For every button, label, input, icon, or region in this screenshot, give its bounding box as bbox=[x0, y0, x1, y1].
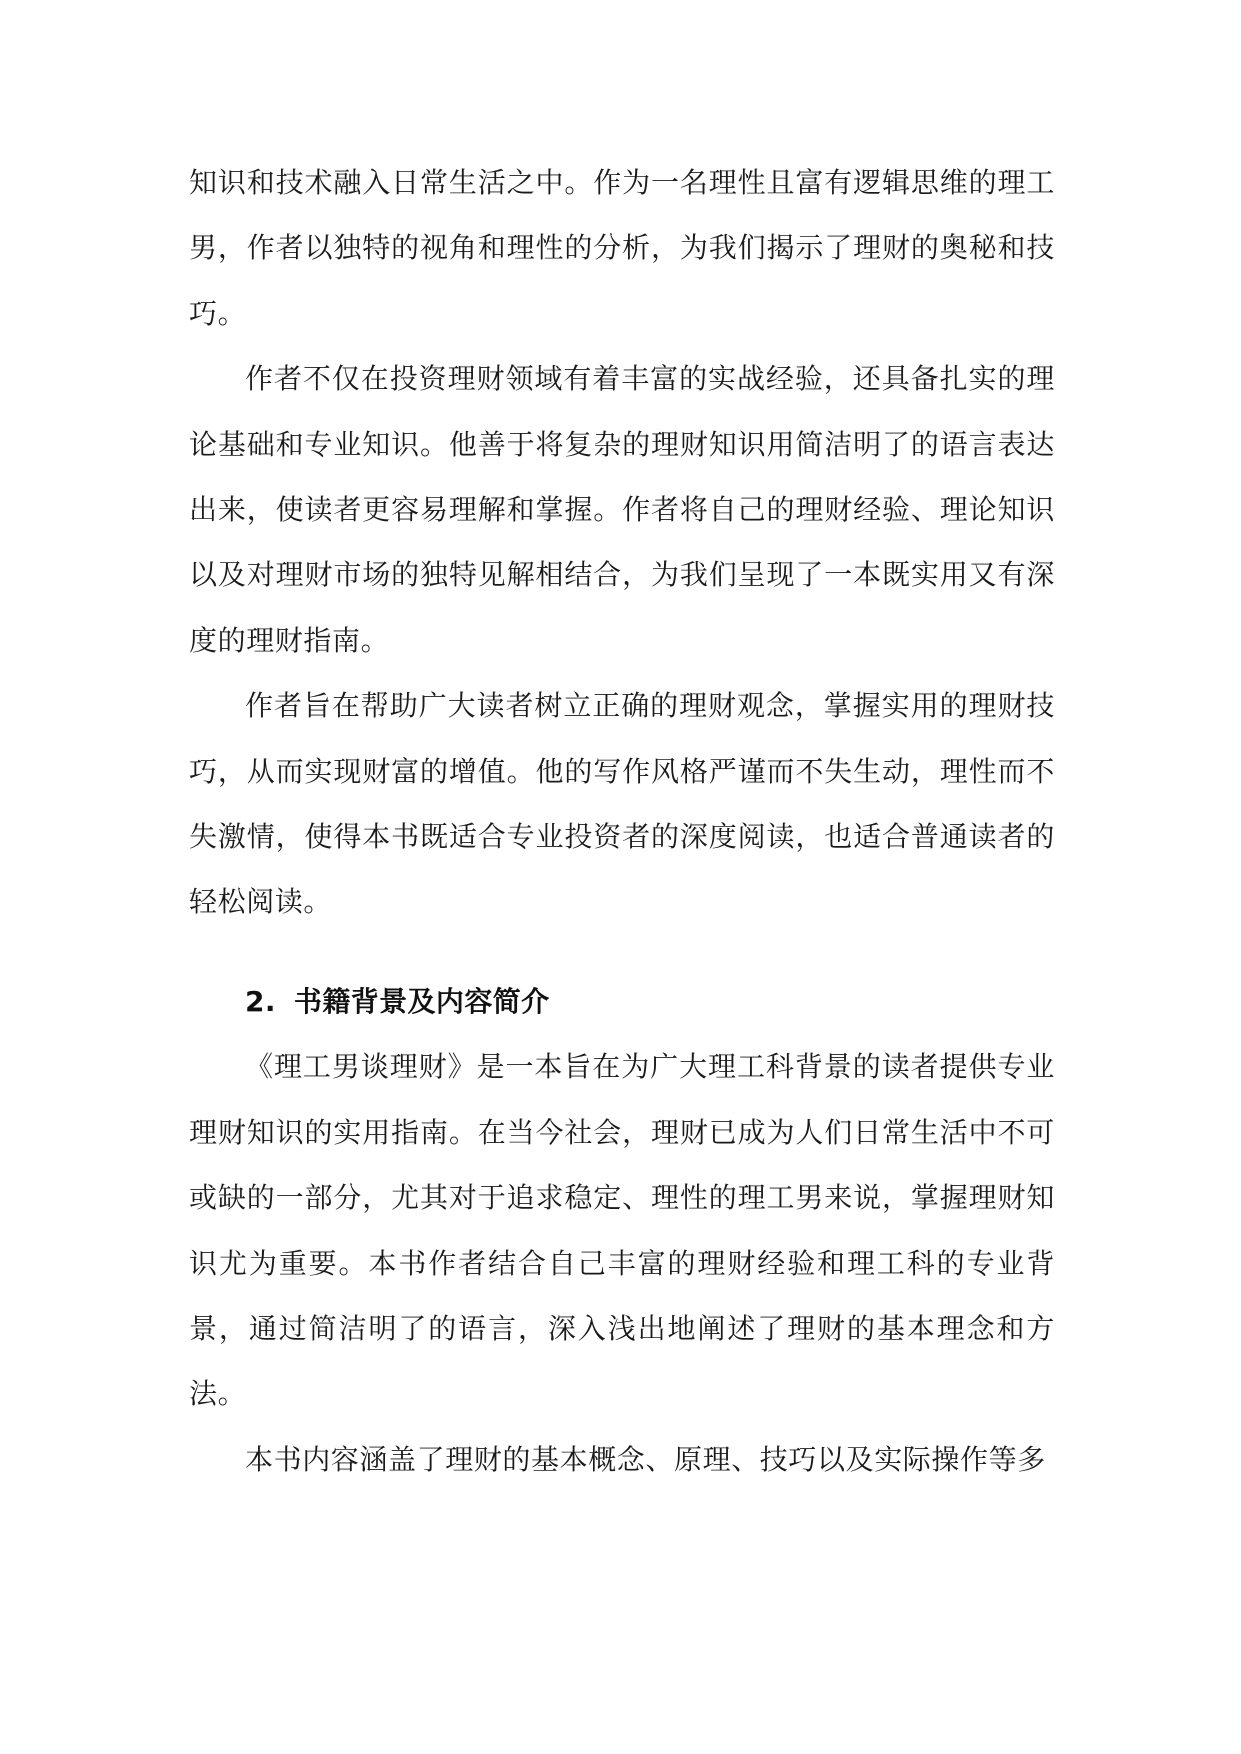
section-heading bbox=[189, 969, 1055, 1034]
body-text bbox=[189, 150, 1055, 1492]
paragraph-book-content: 本书内容涵盖了理财的基本概念、原理、技巧以及实际操作等多 bbox=[245, 1442, 1046, 1476]
paragraph-book-intro: 《理工男谈理财》是一本旨在为广大理工科背景的读者提供专业理财知识的实用指南。在当今社会，理财已成为人们日常生活中不可或缺的一部分，尤其对于追求稳定、理性的理工男来说，掌握理财知识尤为重要。本书作者结合自己丰富的理财经验和理工科的专业背景，通过简洁明了的语言，深入浅出地阐述了理财的基本理念和方法。 bbox=[189, 1050, 1055, 1411]
paragraph-author-experience: 作者不仅在投资理财领域有着丰富的实战经验，还具备扎实的理论基础和专业知识。他善于将复杂的理财知识用简洁明了的语言表达出来，使读者更容易理解和掌握。作者将自己的理财经验、理论知识以及对理财市场的独特见解相结合，为我们呈现了一本既实用又有深度的理财指南。 bbox=[189, 362, 1055, 657]
section-number: 2. bbox=[245, 984, 276, 1018]
paragraph-author-aim: 作者旨在帮助广大读者树立正确的理财观念，掌握实用的理财技巧，从而实现财富的增值。他的写作风格严谨而不失生动，理性而不失激情，使得本书既适合专业投资者的深度阅读，也适合普通读者的轻松阅读。 bbox=[189, 689, 1055, 919]
paragraph-continued: 知识和技术融入日常生活之中。作为一名理性且富有逻辑思维的理工男，作者以独特的视角和理性的分析，为我们揭示了理财的奥秘和技巧。 bbox=[189, 166, 1055, 330]
section-title: 书籍背景及内容简介 bbox=[293, 984, 550, 1018]
